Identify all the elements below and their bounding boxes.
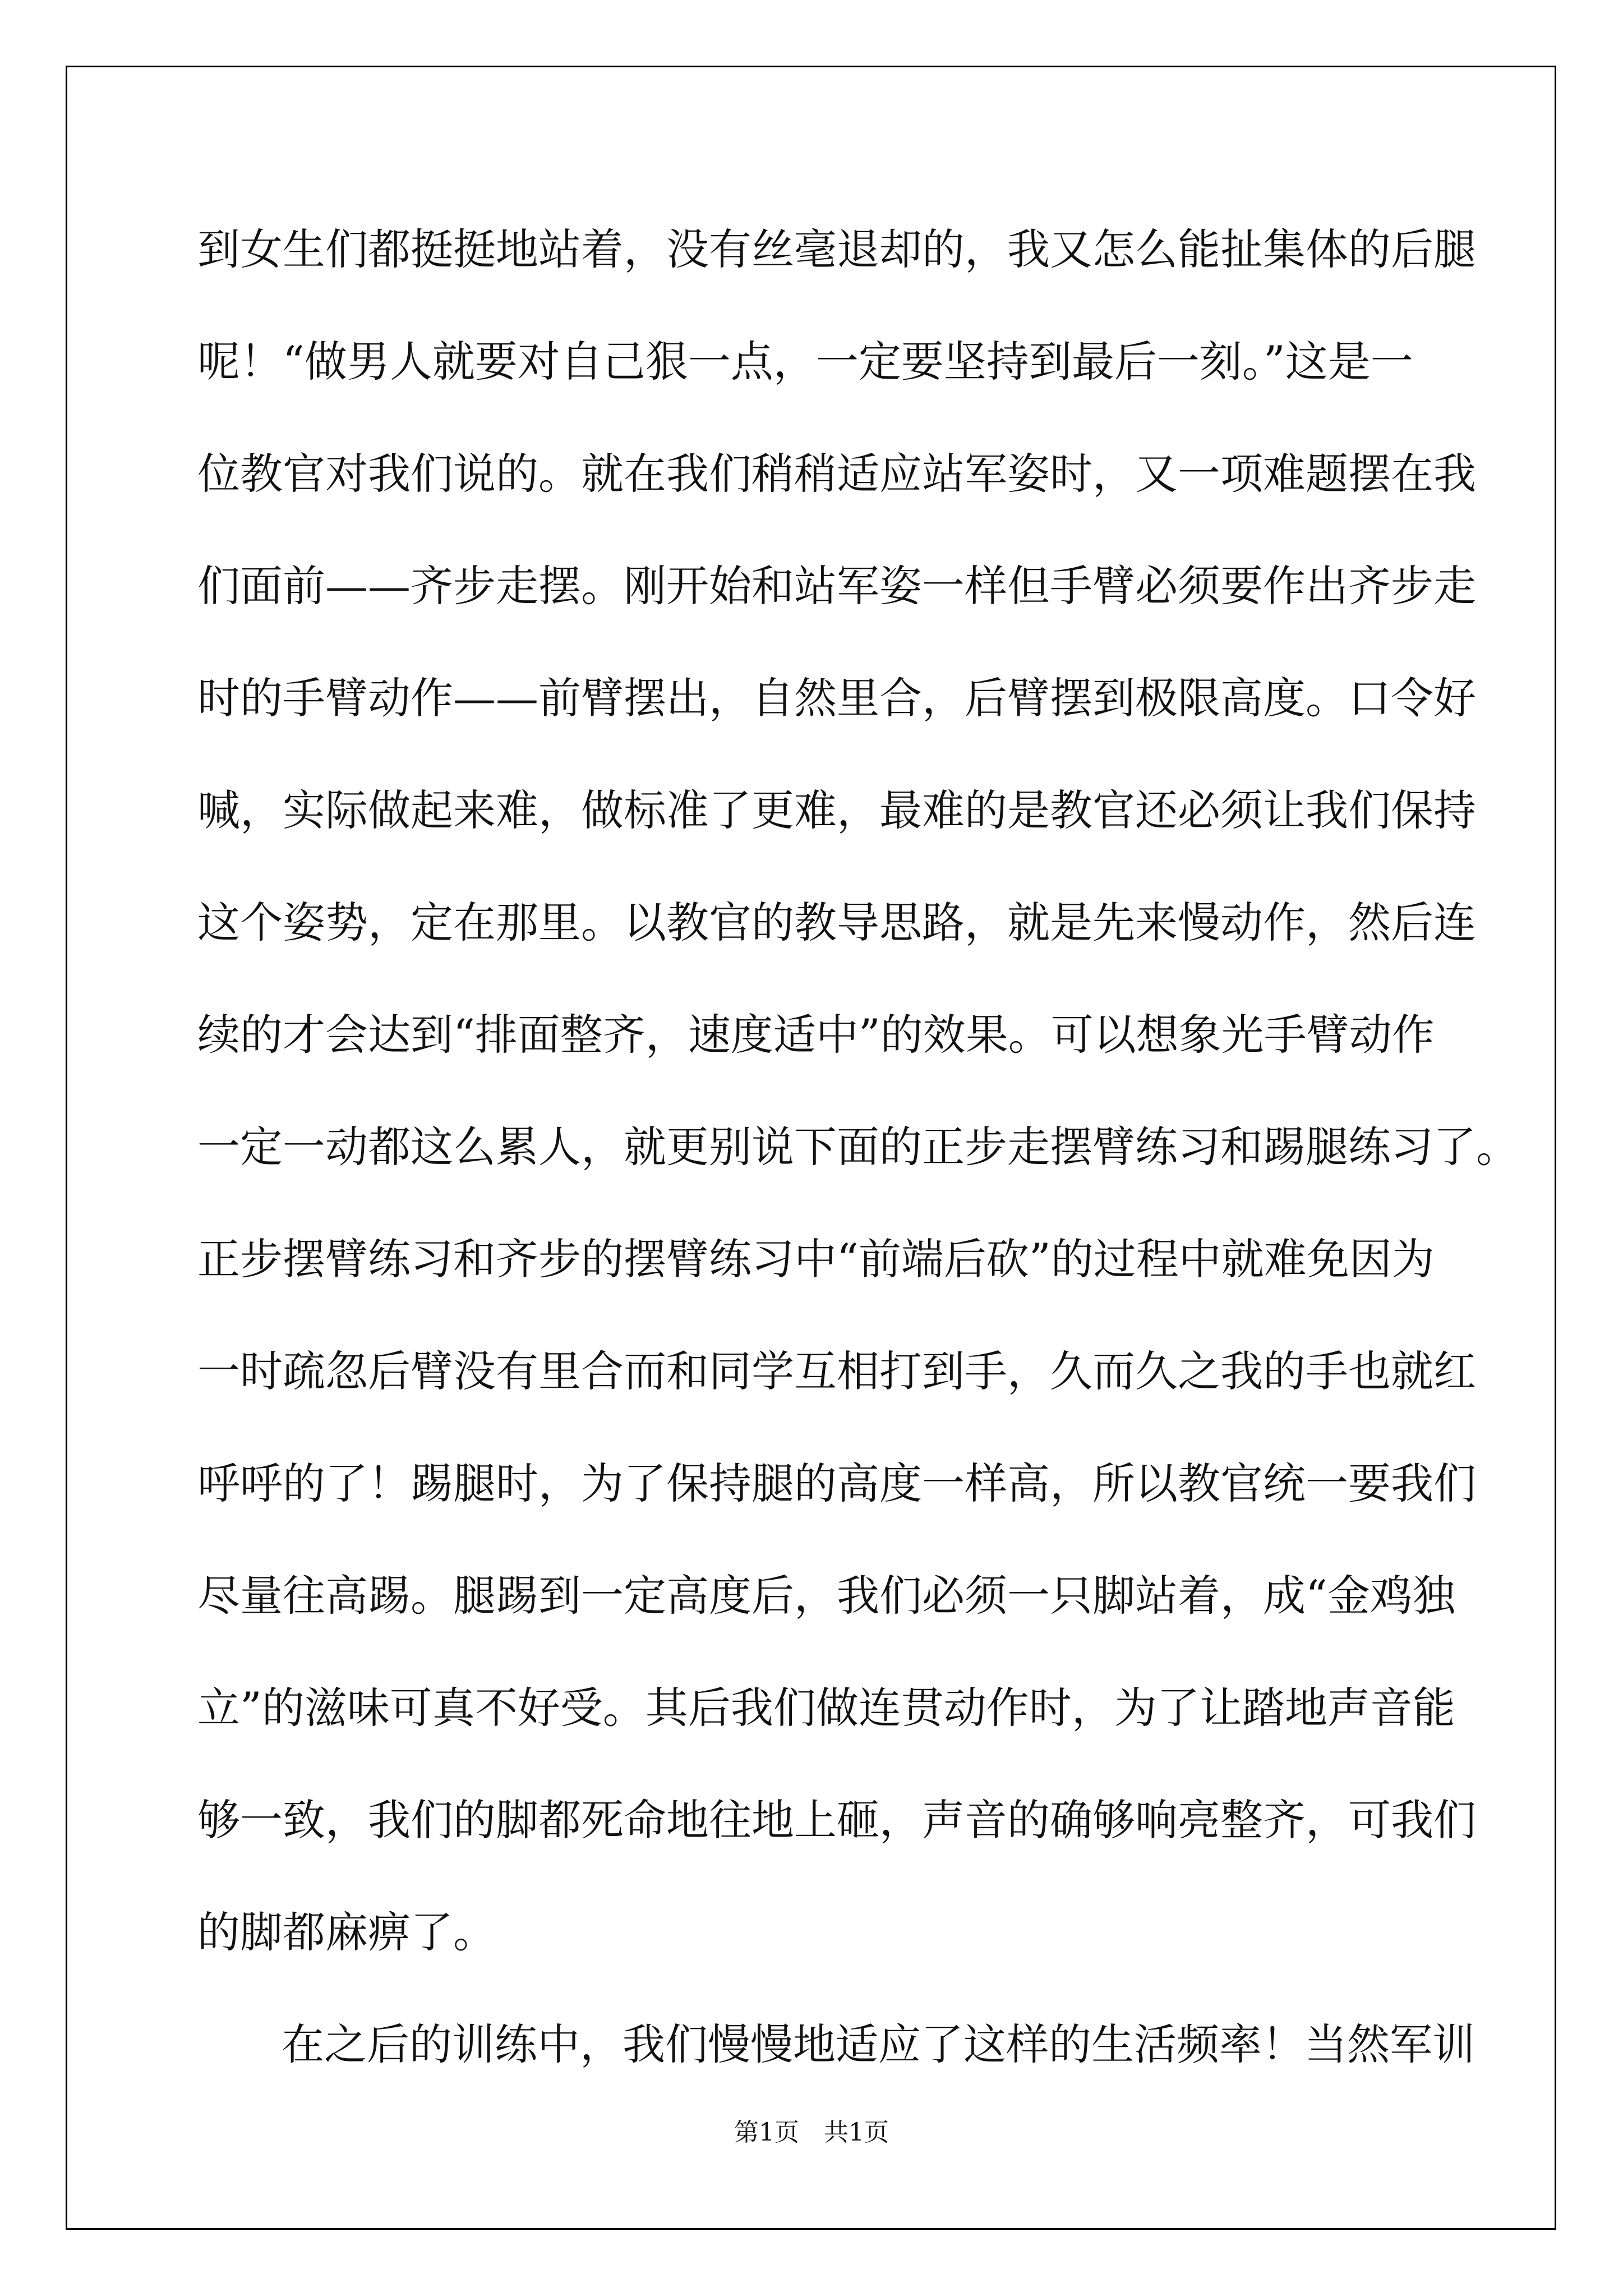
text-line: 立”的滋味可真不好受。其后我们做连贯动作时，为了让踏地声音能 [197,1683,1455,1733]
text-line: 一时疏忽后臂没有里合而和同学互相打到手，久而久之我的手也就红 [197,1346,1476,1396]
text-line: 位教官对我们说的。就在我们稍稍适应站军姿时，又一项难题摆在我 [197,449,1476,499]
text-line: 喊，实际做起来难，做标准了更难，最难的是教官还必须让我们保持 [197,785,1476,835]
text-line: 的脚都麻痹了。 [197,1907,496,1957]
text-line: 呼呼的了！踢腿时，为了保持腿的高度一样高，所以教官统一要我们 [197,1458,1476,1508]
text-line: 续的才会达到“排面整齐，速度适中”的效果。可以想象光手臂动作 [197,1010,1435,1060]
text-line: 一定一动都这么累人，就更别说下面的正步走摆臂练习和踢腿练习了。 [197,1122,1519,1172]
text-line: 尽量往高踢。腿踢到一定高度后，我们必须一只脚站着，成“金鸡独 [197,1571,1455,1621]
body-text [197,208,1519,2115]
text-line: 到女生们都挺挺地站着，没有丝毫退却的，我又怎么能扯集体的后腿 [197,224,1476,274]
text-line: 这个姿势，定在那里。以教官的教导思路，就是先来慢动作，然后连 [197,898,1476,947]
text-line: 们面前——齐步走摆。刚开始和站军姿一样但手臂必须要作出齐步走 [197,561,1476,611]
text-line: 时的手臂动作——前臂摆出，自然里合，后臂摆到极限高度。口令好 [197,673,1476,723]
text-line: 够一致，我们的脚都死命地往地上砸，声音的确够响亮整齐，可我们 [197,1795,1476,1845]
page-footer: 第1页 共1页 [734,2118,889,2147]
paragraph-start-line: 在之后的训练中，我们慢慢地适应了这样的生活频率！当然军训 [282,2019,1475,2069]
text-line: 呢！“做男人就要对自己狠一点，一定要坚持到最后一刻。”这是一 [197,337,1413,386]
text-line: 正步摆臂练习和齐步的摆臂练习中“前端后砍”的过程中就难免因为 [197,1234,1435,1284]
